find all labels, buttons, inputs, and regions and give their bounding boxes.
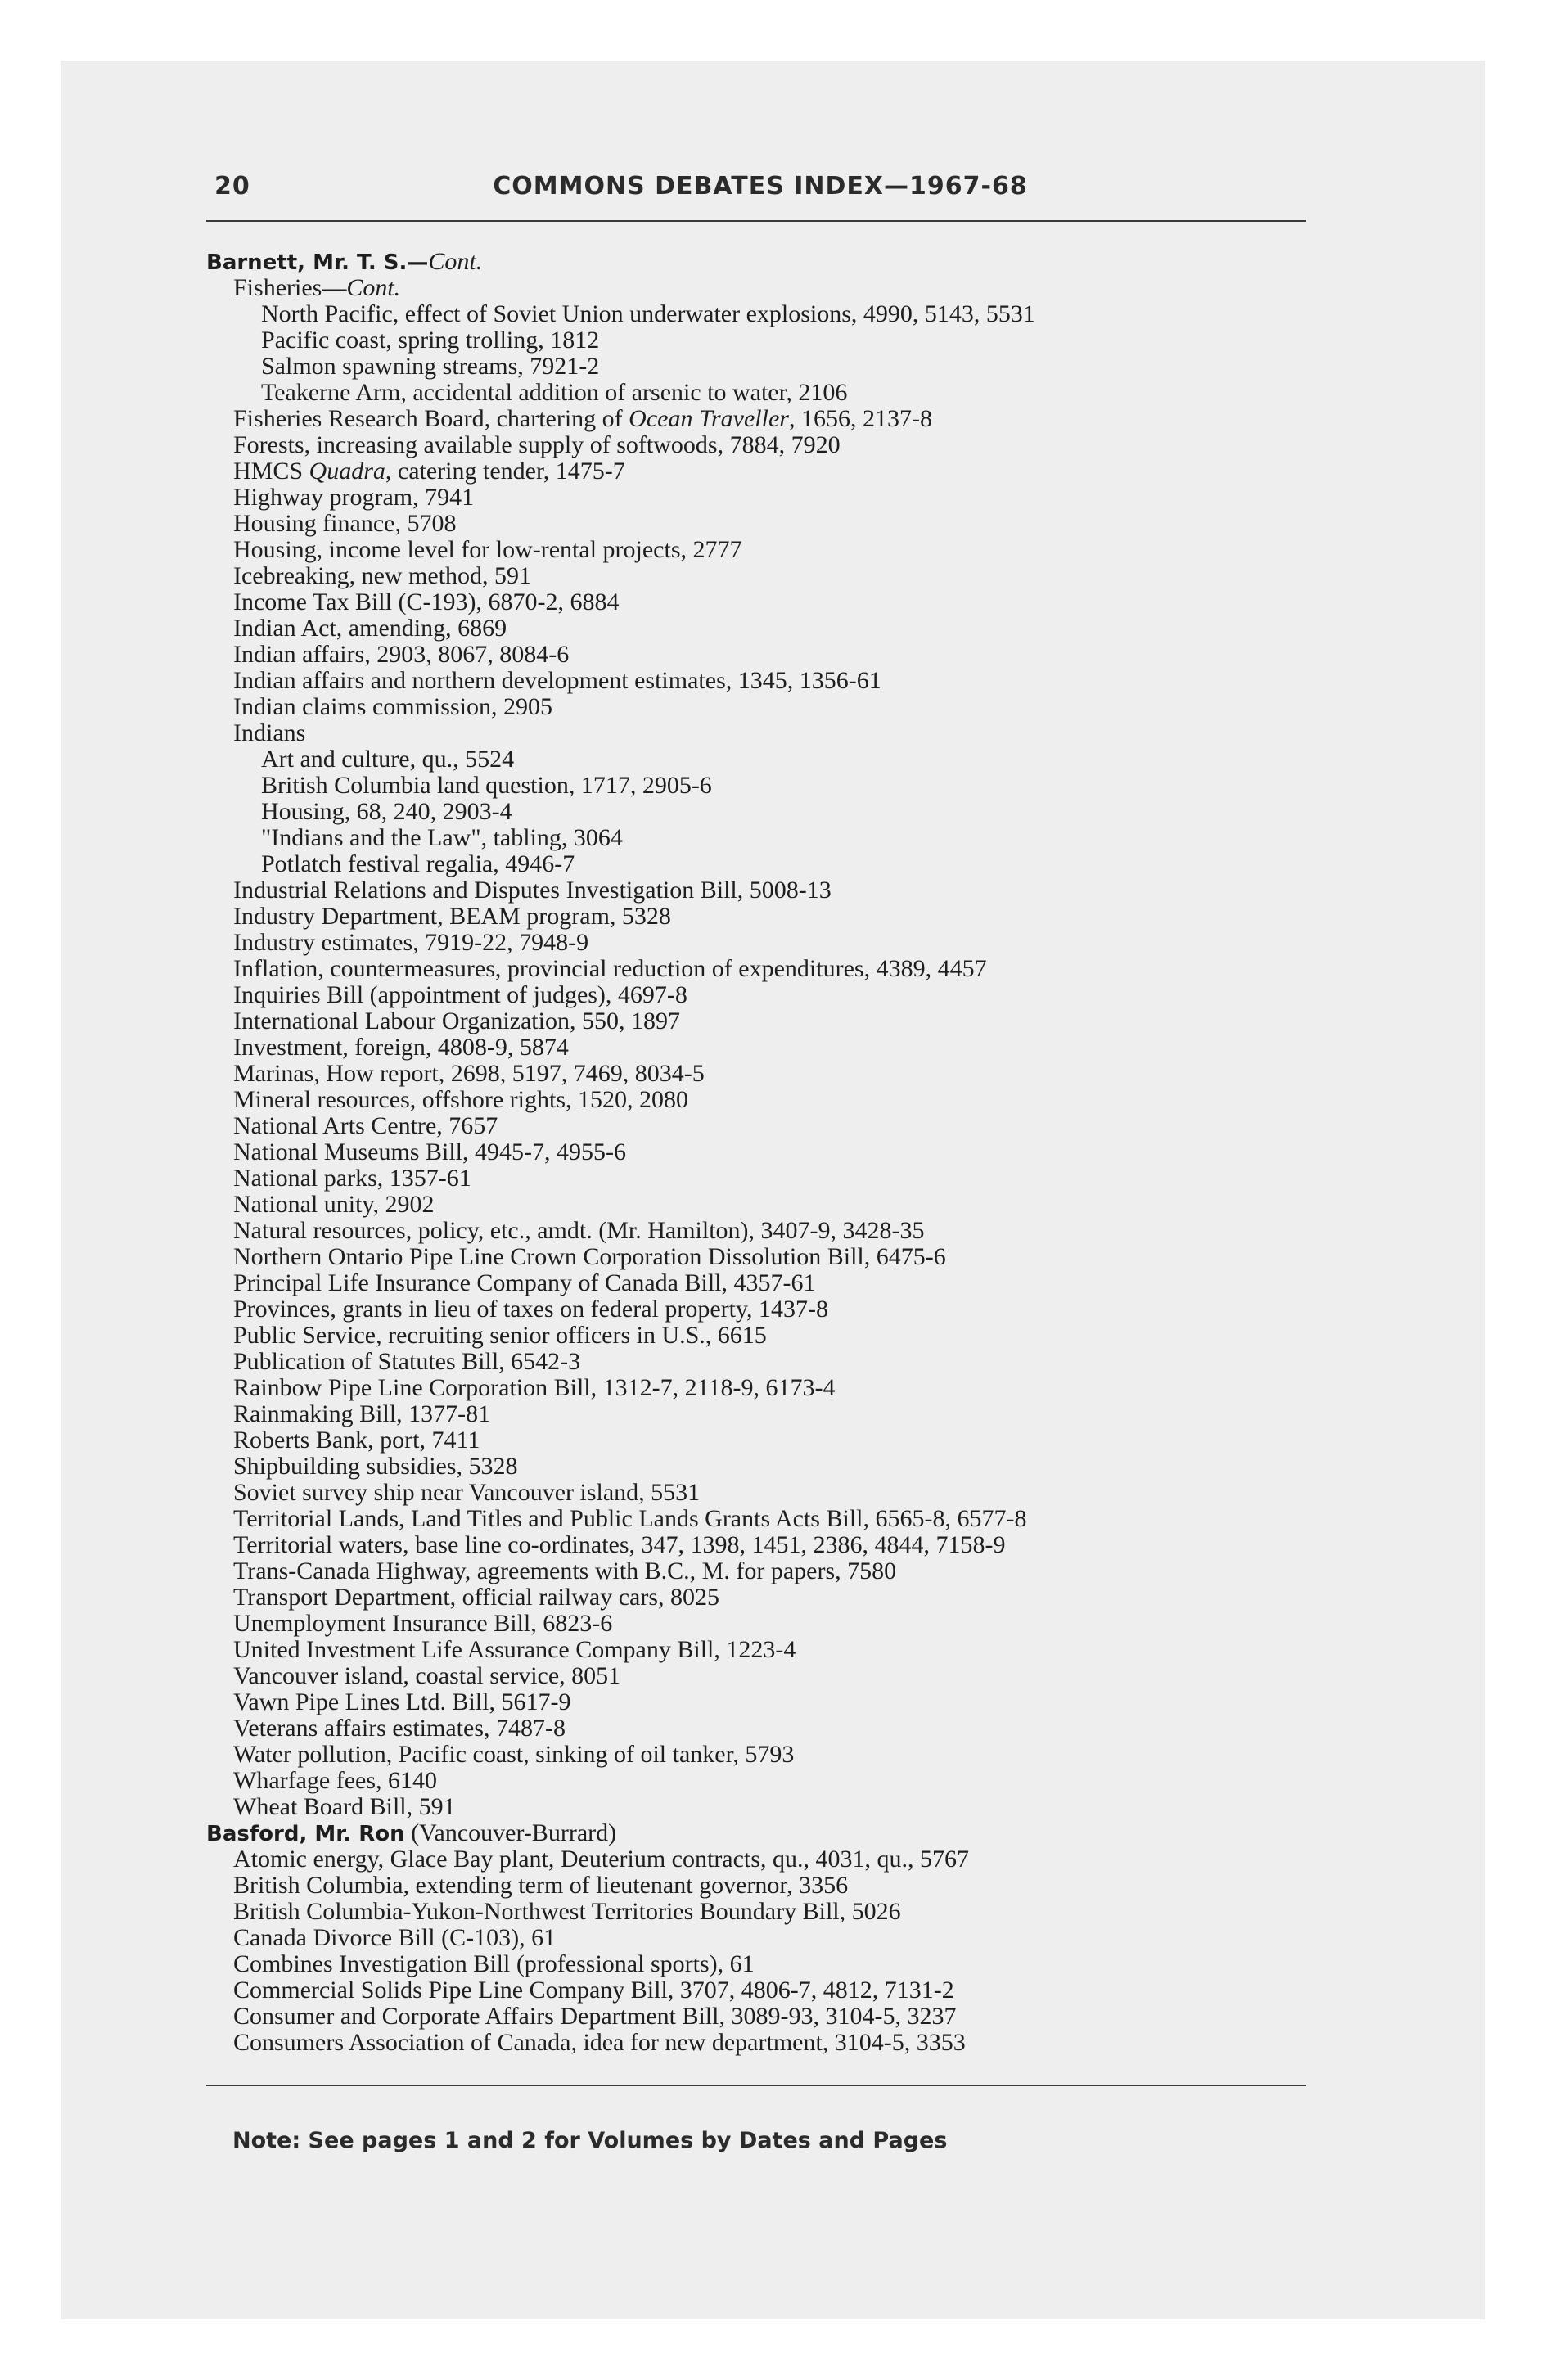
index-entry [206, 1296, 1319, 1323]
entry-page-refs: , 1656, 2137-8 [788, 405, 932, 432]
index-entry [206, 2004, 1319, 2030]
index-subentry [206, 746, 1319, 773]
member-name: Barnett, Mr. T. S.— [206, 250, 429, 275]
index-entry [206, 537, 1319, 563]
entry-text: Public Service, recruiting senior officers in U.S., 6615 [233, 1322, 767, 1349]
entry-text: Housing finance, 5708 [233, 510, 457, 537]
entry-text: Atomic energy, Glace Bay plant, Deuterium contracts, qu., 4031, qu., 5767 [233, 1846, 969, 1873]
entry-text: Housing, 68, 240, 2903-4 [261, 798, 512, 825]
entry-text: Wheat Board Bill, 591 [233, 1793, 456, 1820]
index-entry [206, 1087, 1319, 1113]
index-entry [206, 694, 1319, 720]
index-entry [206, 1349, 1319, 1375]
entry-text: North Pacific, effect of Soviet Union underwater explosions, 4990, 5143, 5531 [261, 300, 1035, 327]
entry-text: Provinces, grants in lieu of taxes on federal property, 1437-8 [233, 1296, 829, 1323]
index-entry [206, 720, 1319, 746]
index-entry [206, 1742, 1319, 1768]
index-entry [206, 1925, 1319, 1951]
entry-text: Consumer and Corporate Affairs Department Bill, 3089-93, 3104-5, 3237 [233, 2003, 957, 2030]
page-number: 20 [214, 172, 250, 201]
entry-text: British Columbia, extending term of lieutenant governor, 3356 [233, 1872, 849, 1899]
entry-text: British Columbia-Yukon-Northwest Territories Boundary Bill, 5026 [233, 1898, 901, 1925]
entry-text: United Investment Life Assurance Company Bill, 1223-4 [233, 1636, 796, 1663]
index-entry [206, 1401, 1319, 1427]
entry-italic-text: Quadra [309, 458, 385, 485]
entry-text: Mineral resources, offshore rights, 1520, 2080 [233, 1086, 688, 1113]
entry-text: Pacific coast, spring trolling, 1812 [261, 327, 600, 354]
index-entry [206, 1323, 1319, 1349]
index-entry [206, 563, 1319, 589]
entry-text: Fisheries— [233, 274, 347, 301]
index-entry [206, 668, 1319, 694]
index-entry [206, 1244, 1319, 1270]
index-entry [206, 1899, 1319, 1925]
entry-text: Industry Department, BEAM program, 5328 [233, 903, 671, 930]
index-entry [206, 1192, 1319, 1218]
index-entry [206, 1506, 1319, 1532]
entry-text: Indian claims commission, 2905 [233, 693, 552, 720]
index-entry [206, 904, 1319, 930]
index-entry [206, 275, 1319, 301]
entry-text: Trans-Canada Highway, agreements with B.C., M. for papers, 7580 [233, 1557, 897, 1584]
entry-text: Teakerne Arm, accidental addition of arsenic to water, 2106 [261, 379, 848, 406]
entry-text: Unemployment Insurance Bill, 6823-6 [233, 1610, 613, 1637]
entry-text: Forests, increasing available supply of softwoods, 7884, 7920 [233, 431, 841, 458]
entry-text: (Vancouver-Burrard) [404, 1819, 617, 1846]
footer-rule [206, 2085, 1306, 2086]
index-entry [206, 1113, 1319, 1139]
index-entry [206, 877, 1319, 904]
entry-italic-text: Ocean Traveller [629, 405, 789, 432]
entry-text: Potlatch festival regalia, 4946-7 [261, 850, 575, 877]
index-name-heading [206, 249, 1319, 275]
index-entry [206, 1715, 1319, 1742]
index-entry [206, 1558, 1319, 1584]
index-subentry [206, 773, 1319, 799]
index-entry [206, 1689, 1319, 1715]
index-entry [206, 1375, 1319, 1401]
index-entry [206, 642, 1319, 668]
entry-text: Industry estimates, 7919-22, 7948-9 [233, 929, 589, 956]
entry-text: Roberts Bank, port, 7411 [233, 1427, 480, 1454]
index-entry [206, 1873, 1319, 1899]
index-subentry [206, 825, 1319, 851]
index-entry [206, 956, 1319, 982]
member-name: Basford, Mr. Ron [206, 1822, 405, 1846]
entry-text: Income Tax Bill (C-193), 6870-2, 6884 [233, 588, 620, 615]
index-entry [206, 1270, 1319, 1296]
entry-text: Consumers Association of Canada, idea for new department, 3104-5, 3353 [233, 2029, 966, 2056]
entry-text: Indian affairs, 2903, 8067, 8084-6 [233, 641, 570, 668]
entry-text: Water pollution, Pacific coast, sinking of oil tanker, 5793 [233, 1741, 795, 1768]
entry-page-refs: , catering tender, 1475-7 [385, 458, 625, 485]
index-subentry [206, 851, 1319, 877]
header-rule [206, 220, 1306, 222]
index-subentry [206, 380, 1319, 406]
entry-text: Indian Act, amending, 6869 [233, 615, 507, 642]
index-entry [206, 1165, 1319, 1192]
entry-italic-text: Cont. [428, 248, 483, 275]
entry-text: Marinas, How report, 2698, 5197, 7469, 8034-5 [233, 1060, 705, 1087]
index-entry [206, 1846, 1319, 1873]
index-entry [206, 1768, 1319, 1794]
entry-text: Inquiries Bill (appointment of judges), 4697-8 [233, 981, 687, 1008]
entry-text: Northern Ontario Pipe Line Crown Corporation Dissolution Bill, 6475-6 [233, 1243, 946, 1270]
entry-text: Art and culture, qu., 5524 [261, 746, 515, 773]
entry-text: Territorial Lands, Land Titles and Public Lands Grants Acts Bill, 6565-8, 6577-8 [233, 1505, 1027, 1532]
index-entry [206, 2030, 1319, 2056]
index-entry [206, 1584, 1319, 1611]
entry-text: Shipbuilding subsidies, 5328 [233, 1453, 518, 1480]
entry-text: Wharfage fees, 6140 [233, 1767, 438, 1794]
index-entry [206, 930, 1319, 956]
index-entry [206, 615, 1319, 642]
index-entry [206, 1532, 1319, 1558]
entry-text: National Arts Centre, 7657 [233, 1112, 498, 1139]
entry-text: Rainmaking Bill, 1377-81 [233, 1400, 491, 1427]
entry-italic-text: Cont. [346, 274, 401, 301]
entry-text: Housing, income level for low-rental projects, 2777 [233, 536, 742, 563]
index-subentry [206, 327, 1319, 354]
index-entry [206, 511, 1319, 537]
index-entry [206, 1139, 1319, 1165]
entry-text: British Columbia land question, 1717, 2905-6 [261, 772, 712, 799]
index-entry [206, 458, 1319, 485]
entry-text: Combines Investigation Bill (professional sports), 61 [233, 1950, 755, 1977]
index-entry [206, 1977, 1319, 2004]
index-entry [206, 1427, 1319, 1454]
index-entries [206, 249, 1319, 2056]
entry-text: Canada Divorce Bill (C-103), 61 [233, 1924, 557, 1951]
entry-text: Highway program, 7941 [233, 484, 475, 511]
index-subentry [206, 799, 1319, 825]
index-entry [206, 1218, 1319, 1244]
index-entry [206, 1611, 1319, 1637]
index-entry [206, 1794, 1319, 1820]
footnote: Note: See pages 1 and 2 for Volumes by Dates and Pages [232, 2128, 948, 2153]
entry-text: Indians [233, 719, 306, 746]
entry-text: Investment, foreign, 4808-9, 5874 [233, 1034, 569, 1061]
index-entry [206, 589, 1319, 615]
entry-text: National Museums Bill, 4945-7, 4955-6 [233, 1138, 626, 1165]
running-title: COMMONS DEBATES INDEX—1967-68 [493, 172, 1028, 201]
index-entry [206, 1061, 1319, 1087]
entry-text: Publication of Statutes Bill, 6542-3 [233, 1348, 581, 1375]
entry-text: National parks, 1357-61 [233, 1165, 471, 1192]
index-entry [206, 485, 1319, 511]
entry-text: Industrial Relations and Disputes Investigation Bill, 5008-13 [233, 877, 832, 904]
index-entry [206, 1454, 1319, 1480]
entry-text: Rainbow Pipe Line Corporation Bill, 1312-7, 2118-9, 6173-4 [233, 1374, 836, 1401]
entry-text: HMCS [233, 458, 309, 485]
index-entry [206, 1951, 1319, 1977]
entry-text: Soviet survey ship near Vancouver island, 5531 [233, 1479, 701, 1506]
entry-text: Transport Department, official railway cars, 8025 [233, 1584, 720, 1611]
entry-text: "Indians and the Law", tabling, 3064 [261, 824, 623, 851]
entry-text: Principal Life Insurance Company of Canada Bill, 4357-61 [233, 1269, 816, 1296]
entry-text: National unity, 2902 [233, 1191, 435, 1218]
entry-text: Salmon spawning streams, 7921-2 [261, 353, 600, 380]
index-entry [206, 1480, 1319, 1506]
page-header [214, 172, 1306, 205]
index-name-heading [206, 1820, 1319, 1846]
entry-text: Territorial waters, base line co-ordinates, 347, 1398, 1451, 2386, 4844, 7158-9 [233, 1531, 1006, 1558]
index-entry [206, 406, 1319, 432]
index-subentry [206, 354, 1319, 380]
index-entry [206, 1663, 1319, 1689]
entry-text: Vawn Pipe Lines Ltd. Bill, 5617-9 [233, 1688, 571, 1715]
entry-text: Natural resources, policy, etc., amdt. (Mr. Hamilton), 3407-9, 3428-35 [233, 1217, 925, 1244]
entry-text: Fisheries Research Board, chartering of [233, 405, 629, 432]
entry-text: Commercial Solids Pipe Line Company Bill, 3707, 4806-7, 4812, 7131-2 [233, 1977, 954, 2004]
index-entry [206, 1637, 1319, 1663]
entry-text: International Labour Organization, 550, 1897 [233, 1007, 680, 1034]
index-entry [206, 432, 1319, 458]
entry-text: Indian affairs and northern development estimates, 1345, 1356-61 [233, 667, 881, 694]
entry-text: Icebreaking, new method, 591 [233, 562, 532, 589]
entry-text: Vancouver island, coastal service, 8051 [233, 1662, 621, 1689]
index-subentry [206, 301, 1319, 327]
index-entry [206, 982, 1319, 1008]
index-entry [206, 1034, 1319, 1061]
index-entry [206, 1008, 1319, 1034]
entry-text: Inflation, countermeasures, provincial reduction of expenditures, 4389, 4457 [233, 955, 987, 982]
entry-text: Veterans affairs estimates, 7487-8 [233, 1715, 566, 1742]
